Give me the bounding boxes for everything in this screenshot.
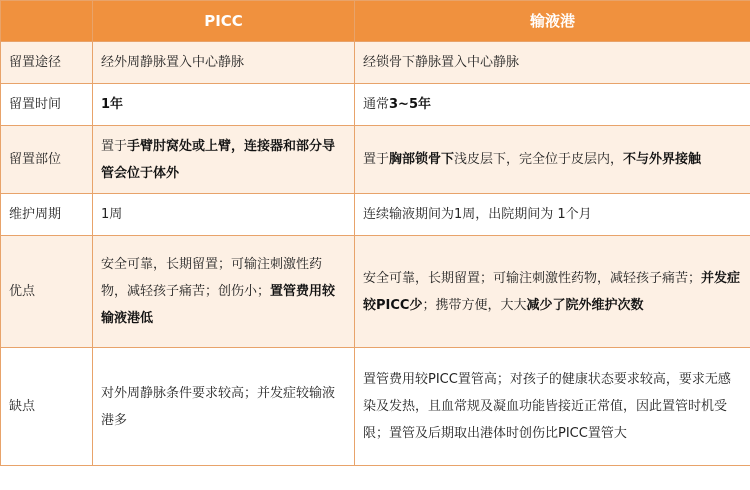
- port-cell: [355, 126, 750, 194]
- row-label: 维护周期: [1, 194, 93, 236]
- cell-text-segment: 经锁骨下静脉置入中心静脉: [363, 55, 520, 70]
- picc-cell: [93, 126, 355, 194]
- cell-text-segment: 置于: [363, 152, 390, 167]
- cell-text-segment: 置管费用较输液港低: [101, 284, 336, 326]
- cell-text-segment: 安全可靠，长期留置；可输注刺激性药物，减轻孩子痛苦；创伤小；: [101, 257, 323, 299]
- port-cell: [355, 84, 750, 126]
- cell-text-segment: 经外周静脉置入中心静脉: [101, 55, 245, 70]
- cell-text-segment: 置管费用较PICC置管高；对孩子的健康状态要求较高，要求无感染及发热，且血常规及凝血功能皆接近正常值，因此置管时机受限；置管及后期取出港体时创伤比PICC置管大: [363, 372, 731, 441]
- cell-text-segment: 胸部锁骨下: [389, 152, 455, 167]
- header-corner: [1, 1, 93, 42]
- row-label: 缺点: [1, 348, 93, 466]
- cell-text-segment: ，连接器和部分导管会位于体外: [101, 138, 336, 181]
- cell-text-segment: 通常: [363, 97, 390, 112]
- cell-text-segment: 手臂肘窝处或上臂: [127, 138, 232, 154]
- port-cell: [355, 348, 750, 466]
- header-port: 输液港: [355, 1, 750, 42]
- row-label: 留置时间: [1, 84, 93, 126]
- cell-text-segment: 连续输液期间为1周，出院期间为 1个月: [363, 207, 592, 222]
- cell-text-segment: 3~5年: [389, 97, 431, 112]
- table-row: [1, 194, 750, 236]
- port-cell: [355, 42, 750, 84]
- table-header-row: [1, 1, 750, 42]
- port-cell: [355, 194, 750, 236]
- picc-cell: [93, 236, 355, 348]
- header-picc: PICC: [93, 1, 355, 42]
- cell-text-segment: 对外周静脉条件要求较高；并发症较输液港多: [101, 385, 336, 428]
- picc-cell: [93, 194, 355, 236]
- table-row: [1, 236, 750, 348]
- port-cell: [355, 236, 750, 348]
- picc-cell: [93, 42, 355, 84]
- row-label: 留置部位: [1, 126, 93, 194]
- table-row: [1, 42, 750, 84]
- row-label: 优点: [1, 236, 93, 348]
- cell-text-segment: 置于: [101, 138, 128, 154]
- cell-text-segment: 并发症较PICC少: [363, 270, 741, 313]
- cell-text-segment: 1年: [101, 97, 124, 112]
- cell-text-segment: ；携带方便，大大: [422, 297, 527, 313]
- cell-text-segment: 浅皮层下，完全位于皮层内，: [454, 152, 624, 167]
- row-label: 留置途径: [1, 42, 93, 84]
- cell-text-segment: 减少了院外维护次数: [526, 297, 644, 313]
- table-row: [1, 348, 750, 466]
- table-row: [1, 84, 750, 126]
- cell-text-segment: 1周: [101, 207, 123, 222]
- picc-cell: [93, 348, 355, 466]
- cell-text-segment: 不与外界接触: [623, 152, 702, 167]
- picc-cell: [93, 84, 355, 126]
- cell-text-segment: 安全可靠，长期留置；可输注刺激性药物，减轻孩子痛苦；: [363, 270, 702, 286]
- table-row: [1, 126, 750, 194]
